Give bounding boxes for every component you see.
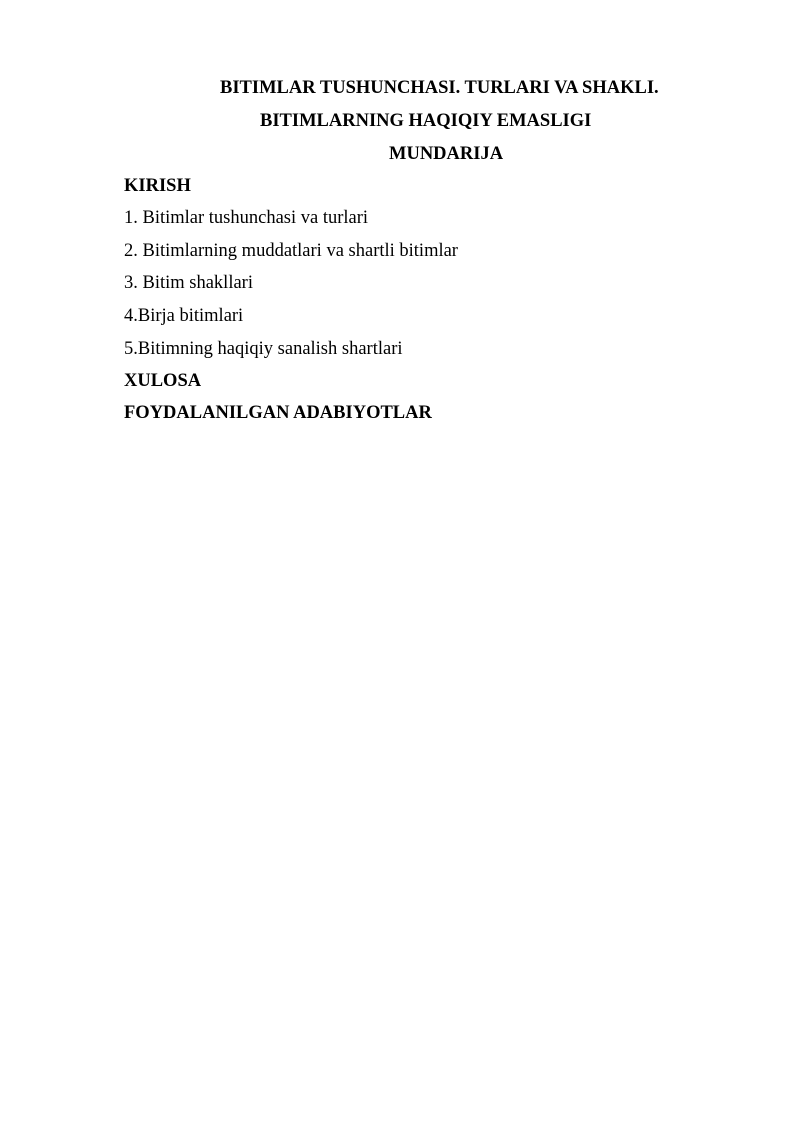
toc-entry-3: 3. Bitim shakllari xyxy=(124,273,253,293)
document-title-line-2: BITIMLARNING HAQIQIY EMASLIGI xyxy=(260,111,592,131)
toc-entry-4: 4.Birja bitimlari xyxy=(124,306,244,326)
toc-entry-intro: KIRISH xyxy=(124,176,191,196)
document-title-line-1: BITIMLAR TUSHUNCHASI. TURLARI VA SHAKLI. xyxy=(220,78,659,98)
toc-entry-references: FOYDALANILGAN ADABIYOTLAR xyxy=(124,403,432,423)
toc-entry-1: 1. Bitimlar tushunchasi va turlari xyxy=(124,208,369,228)
toc-entry-conclusion: XULOSA xyxy=(124,371,202,391)
toc-entry-2: 2. Bitimlarning muddatlari va shartli bitimlar xyxy=(124,241,458,261)
toc-entry-5: 5.Bitimning haqiqiy sanalish shartlari xyxy=(124,339,403,359)
toc-heading: MUNDARIJA xyxy=(389,144,504,164)
